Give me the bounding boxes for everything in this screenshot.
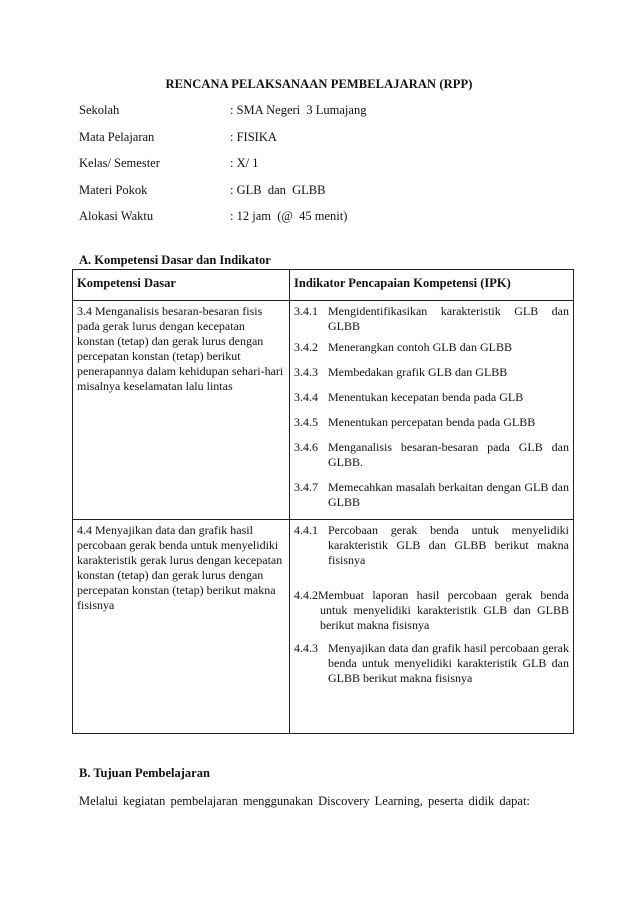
intro-paragraph: Melalui kegiatan pembelajaran menggunakan Discovery Learning, peserta didik dapat: <box>79 794 530 808</box>
table-row <box>73 301 574 520</box>
indicator-number: 3.4.2 <box>294 340 318 354</box>
indicator-item <box>294 304 569 334</box>
indicator-text: Membedakan grafik GLB dan GLBB <box>328 365 508 379</box>
indicator-item <box>294 365 569 380</box>
indicator-text: Menganalisis besaran-besaran pada GLB dan GLBB. <box>328 440 569 469</box>
ipk-cell <box>290 301 574 520</box>
kd-text: 4.4 Menyajikan data dan grafik hasil percobaan gerak benda untuk menyelidiki karakteristik gerak lurus dengan kecepatan konstan (tetap) dan gerak lurus dengan percepatan konstan (tetap) berikut makna fisisnya <box>77 523 283 612</box>
indicator-item <box>294 390 569 405</box>
document-title: RENCANA PELAKSANAAN PEMBELAJARAN (RPP) <box>165 77 473 91</box>
ipk-cell <box>290 520 574 734</box>
info-value: : SMA Negeri 3 Lumajang <box>230 103 367 117</box>
indicator-number: 4.4.3 <box>294 641 318 655</box>
indicator-text: Mengidentifikasikan karakteristik GLB dan GLBB <box>328 304 569 333</box>
indicator-text: Menerangkan contoh GLB dan GLBB <box>328 340 512 354</box>
info-row-materi-pokok <box>79 183 579 210</box>
identity-block <box>79 103 579 236</box>
section-b-heading: B. Tujuan Pembelajaran <box>79 766 210 780</box>
table-header-row <box>73 270 574 301</box>
info-label: Kelas/ Semester <box>79 156 160 170</box>
table-row <box>73 520 574 734</box>
section-a-heading: A. Kompetensi Dasar dan Indikator <box>79 253 271 267</box>
table-header-ipk: Indikator Pencapaian Kompetensi (IPK) <box>290 270 574 301</box>
indicator-item <box>294 440 569 470</box>
kd-cell <box>73 520 290 734</box>
indicator-item <box>294 415 569 430</box>
info-row-alokasi-waktu <box>79 209 579 236</box>
indicator-number: 3.4.5 <box>294 415 318 429</box>
kd-text: 3.4 Menganalisis besaran-besaran fisis pada gerak lurus dengan kecepatan konstan (tetap) dan gerak lurus dengan percepatan konstan (tetap) berikut penerapannya dalam kehidupan sehari-hari misalnya keselamatan lalu lintas <box>77 304 284 393</box>
indicator-number: 3.4.7 <box>294 480 318 494</box>
indicator-text: Menyajikan data dan grafik hasil percobaan gerak benda untuk menyelidiki karakteristik GLB dan GLBB berikut makna fisisnya <box>328 641 569 685</box>
info-value: : GLB dan GLBB <box>230 182 326 197</box>
indicator-number: 4.4.2 <box>294 588 318 602</box>
indicator-item <box>294 588 569 633</box>
info-label: Alokasi Waktu <box>79 209 154 223</box>
indicator-number: 3.4.6 <box>294 440 318 454</box>
indicator-item <box>294 641 569 686</box>
indicator-item <box>294 523 569 568</box>
indicator-number: 3.4.3 <box>294 365 318 379</box>
table-header-kd: Kompetensi Dasar <box>73 270 290 301</box>
indicator-item <box>294 480 569 510</box>
indicator-number: 3.4.4 <box>294 390 318 404</box>
indicator-text: Menentukan percepatan benda pada GLBB <box>328 415 536 429</box>
competency-table <box>72 269 574 734</box>
indicator-text: Percobaan gerak benda untuk menyelidiki karakteristik GLB dan GLBB berikut makna fisisnya <box>328 523 569 567</box>
info-row-mata-pelajaran <box>79 130 579 157</box>
info-value: : 12 jam (@ 45 menit) <box>230 209 348 223</box>
indicator-item <box>294 340 569 355</box>
info-value: : X/ 1 <box>230 156 259 170</box>
info-label: Sekolah <box>79 103 120 117</box>
info-row-sekolah <box>79 103 579 130</box>
indicator-text: Menentukan kecepatan benda pada GLB <box>328 390 524 404</box>
info-value: : FISIKA <box>230 129 277 144</box>
indicator-number: 4.4.1 <box>294 523 318 537</box>
indicator-text: Membuat laporan hasil percobaan gerak benda untuk menyelidiki karakteristik GLB dan GLBB berikut makna fisisnya <box>318 588 569 632</box>
indicator-text: Memecahkan masalah berkaitan dengan GLB dan GLBB <box>328 480 569 509</box>
info-label: Mata Pelajaran <box>79 129 155 144</box>
indicator-number: 3.4.1 <box>294 304 318 318</box>
kd-cell <box>73 301 290 520</box>
info-row-kelas-semester <box>79 156 579 183</box>
info-label: Materi Pokok <box>79 182 148 197</box>
